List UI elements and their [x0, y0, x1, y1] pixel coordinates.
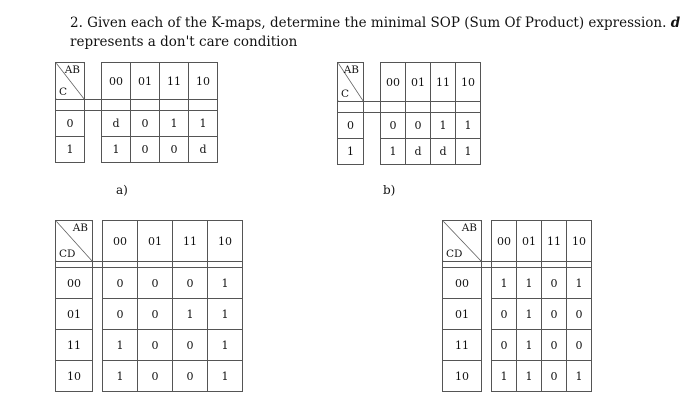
kmap-gap-cell [102, 100, 131, 111]
kmap-column-variable: AB [461, 222, 477, 234]
kmap-cell: 1 [381, 139, 406, 165]
kmap-header-row [56, 63, 218, 100]
kmap-column-header: 01 [131, 63, 160, 100]
kmap-column-header: 10 [208, 221, 243, 262]
kmap-row-header: 01 [443, 299, 482, 330]
kmap-gap-cell [482, 268, 492, 299]
kmap-cell: 0 [492, 330, 517, 361]
kmap-gap-cell [160, 100, 189, 111]
kmap-d [442, 220, 592, 392]
kmap-gap-cell [93, 221, 103, 262]
kmap-cell: 1 [567, 361, 592, 392]
kmap-cell: 0 [138, 330, 173, 361]
kmap-a [55, 62, 218, 163]
kmap-cell: 0 [138, 361, 173, 392]
kmap-row-variable: C [59, 86, 68, 98]
kmap-data-row [56, 299, 243, 330]
kmap-corner-cell [443, 221, 482, 262]
kmap-gap-cell [431, 102, 456, 113]
kmap-gap-cell [93, 268, 103, 299]
kmap-column-header: 11 [431, 63, 456, 102]
kmap-row-header: 1 [56, 137, 85, 163]
kmap-cell: d [406, 139, 431, 165]
kmap-column-header: 10 [567, 221, 592, 262]
kmap-data-row [56, 137, 218, 163]
kmap-data-row [56, 361, 243, 392]
question-text [70, 14, 690, 52]
kmap-cell: 1 [431, 113, 456, 139]
kmap-cell: 1 [103, 330, 138, 361]
kmap-column-header: 10 [189, 63, 218, 100]
kmap-cell: 0 [131, 137, 160, 163]
kmap-gap-cell [85, 63, 102, 100]
kmap-cell: 0 [542, 299, 567, 330]
kmap-gap-cell [482, 361, 492, 392]
kmap-row-header: 00 [443, 268, 482, 299]
kmap-data-row [443, 299, 592, 330]
kmap-cell: 0 [160, 137, 189, 163]
kmap-row-variable: CD [446, 248, 463, 260]
kmap-gap-cell [56, 100, 85, 111]
kmap-data-row [56, 268, 243, 299]
kmap-cell: 0 [173, 330, 208, 361]
kmap-cell: 1 [160, 111, 189, 137]
kmap-row-header: 11 [443, 330, 482, 361]
kmap-corner-cell [338, 63, 364, 102]
kmap-column-header: 10 [456, 63, 481, 102]
kmap-gap-cell [338, 102, 364, 113]
kmap-gap-row [56, 100, 218, 111]
kmap-cell: d [431, 139, 456, 165]
kmap-header-row [443, 221, 592, 262]
kmap-row-header: 10 [56, 361, 93, 392]
kmap-row-variable: CD [59, 248, 76, 260]
kmap-row-header: 1 [338, 139, 364, 165]
kmap-gap-cell [93, 330, 103, 361]
kmap-column-header: 11 [542, 221, 567, 262]
kmap-cell: 0 [567, 330, 592, 361]
kmap-gap-cell [364, 139, 381, 165]
kmap-column-header: 00 [102, 63, 131, 100]
kmap-column-variable: AB [343, 64, 359, 76]
kmap-row-header: 0 [56, 111, 85, 137]
kmap-data-row [56, 111, 218, 137]
kmap-cell: 0 [138, 268, 173, 299]
kmap-cell: 1 [208, 268, 243, 299]
kmap-column-header: 01 [517, 221, 542, 262]
dont-care-symbol: d [670, 15, 681, 31]
kmap-header-row [338, 63, 481, 102]
kmap-gap-cell [456, 102, 481, 113]
kmap-cell: 1 [173, 299, 208, 330]
kmap-row-variable: C [341, 88, 350, 100]
kmap-cell: 0 [492, 299, 517, 330]
kmap-cell: 0 [381, 113, 406, 139]
kmap-column-header: 00 [103, 221, 138, 262]
kmap-cell: 0 [131, 111, 160, 137]
kmap-row-header: 10 [443, 361, 482, 392]
kmap-c [55, 220, 243, 392]
kmap-cell: 1 [456, 139, 481, 165]
kmap-gap-cell [93, 299, 103, 330]
kmap-gap-cell [85, 137, 102, 163]
kmap-gap-cell [85, 111, 102, 137]
kmap-corner-cell [56, 63, 85, 100]
kmap-column-header: 00 [381, 63, 406, 102]
kmap-cell: 1 [208, 299, 243, 330]
kmap-column-variable: AB [72, 222, 88, 234]
kmap-cell: 1 [208, 330, 243, 361]
kmap-cell: 0 [103, 268, 138, 299]
kmap-cell: 1 [456, 113, 481, 139]
kmap-cell: 1 [492, 268, 517, 299]
kmap-column-header: 01 [406, 63, 431, 102]
kmap-column-header: 11 [160, 63, 189, 100]
kmap-cell: 0 [542, 268, 567, 299]
kmap-a-caption: a) [116, 183, 128, 197]
kmap-gap-cell [381, 102, 406, 113]
kmap-cell: 1 [208, 361, 243, 392]
kmap-data-row [443, 330, 592, 361]
kmap-data-row [338, 139, 481, 165]
kmap-cell: 1 [517, 361, 542, 392]
kmap-cell: 1 [517, 330, 542, 361]
kmap-gap-cell [482, 299, 492, 330]
kmap-row-header: 11 [56, 330, 93, 361]
kmap-gap-row [338, 102, 481, 113]
kmap-gap-cell [85, 100, 102, 111]
kmap-gap-cell [131, 100, 160, 111]
kmap-data-row [56, 330, 243, 361]
kmap-cell: 1 [492, 361, 517, 392]
kmap-gap-cell [189, 100, 218, 111]
kmap-cell: 0 [567, 299, 592, 330]
kmap-cell: 1 [517, 299, 542, 330]
kmap-cell: 1 [517, 268, 542, 299]
kmap-cell: 0 [542, 361, 567, 392]
kmap-gap-cell [364, 113, 381, 139]
kmap-cell: 1 [567, 268, 592, 299]
kmap-column-variable: AB [64, 64, 80, 76]
kmap-cell: 0 [173, 361, 208, 392]
kmap-gap-cell [482, 330, 492, 361]
kmap-column-header: 00 [492, 221, 517, 262]
kmap-cell: 1 [103, 361, 138, 392]
question-line-1: 2. Given each of the K-maps, determine the minimal SOP (Sum Of Product) expression. [70, 15, 667, 31]
kmap-cell: 0 [173, 268, 208, 299]
question-line-2: represents a don't care condition [70, 34, 298, 50]
kmap-data-row [443, 361, 592, 392]
kmap-b [337, 62, 481, 165]
kmap-data-row [338, 113, 481, 139]
kmap-gap-cell [364, 102, 381, 113]
kmap-header-row [56, 221, 243, 262]
kmap-column-header: 11 [173, 221, 208, 262]
kmap-gap-cell [406, 102, 431, 113]
kmap-row-header: 0 [338, 113, 364, 139]
kmap-gap-cell [93, 361, 103, 392]
kmap-cell: d [102, 111, 131, 137]
kmap-cell: 0 [542, 330, 567, 361]
kmap-corner-cell [56, 221, 93, 262]
kmap-row-header: 00 [56, 268, 93, 299]
kmap-cell: 0 [406, 113, 431, 139]
kmap-column-header: 01 [138, 221, 173, 262]
kmap-cell: 1 [189, 111, 218, 137]
kmap-cell: 0 [138, 299, 173, 330]
kmap-gap-cell [482, 221, 492, 262]
kmap-row-header: 01 [56, 299, 93, 330]
kmap-b-caption: b) [383, 183, 396, 197]
kmap-cell: 0 [103, 299, 138, 330]
kmap-data-row [443, 268, 592, 299]
kmap-cell: d [189, 137, 218, 163]
kmap-cell: 1 [102, 137, 131, 163]
kmap-gap-cell [364, 63, 381, 102]
